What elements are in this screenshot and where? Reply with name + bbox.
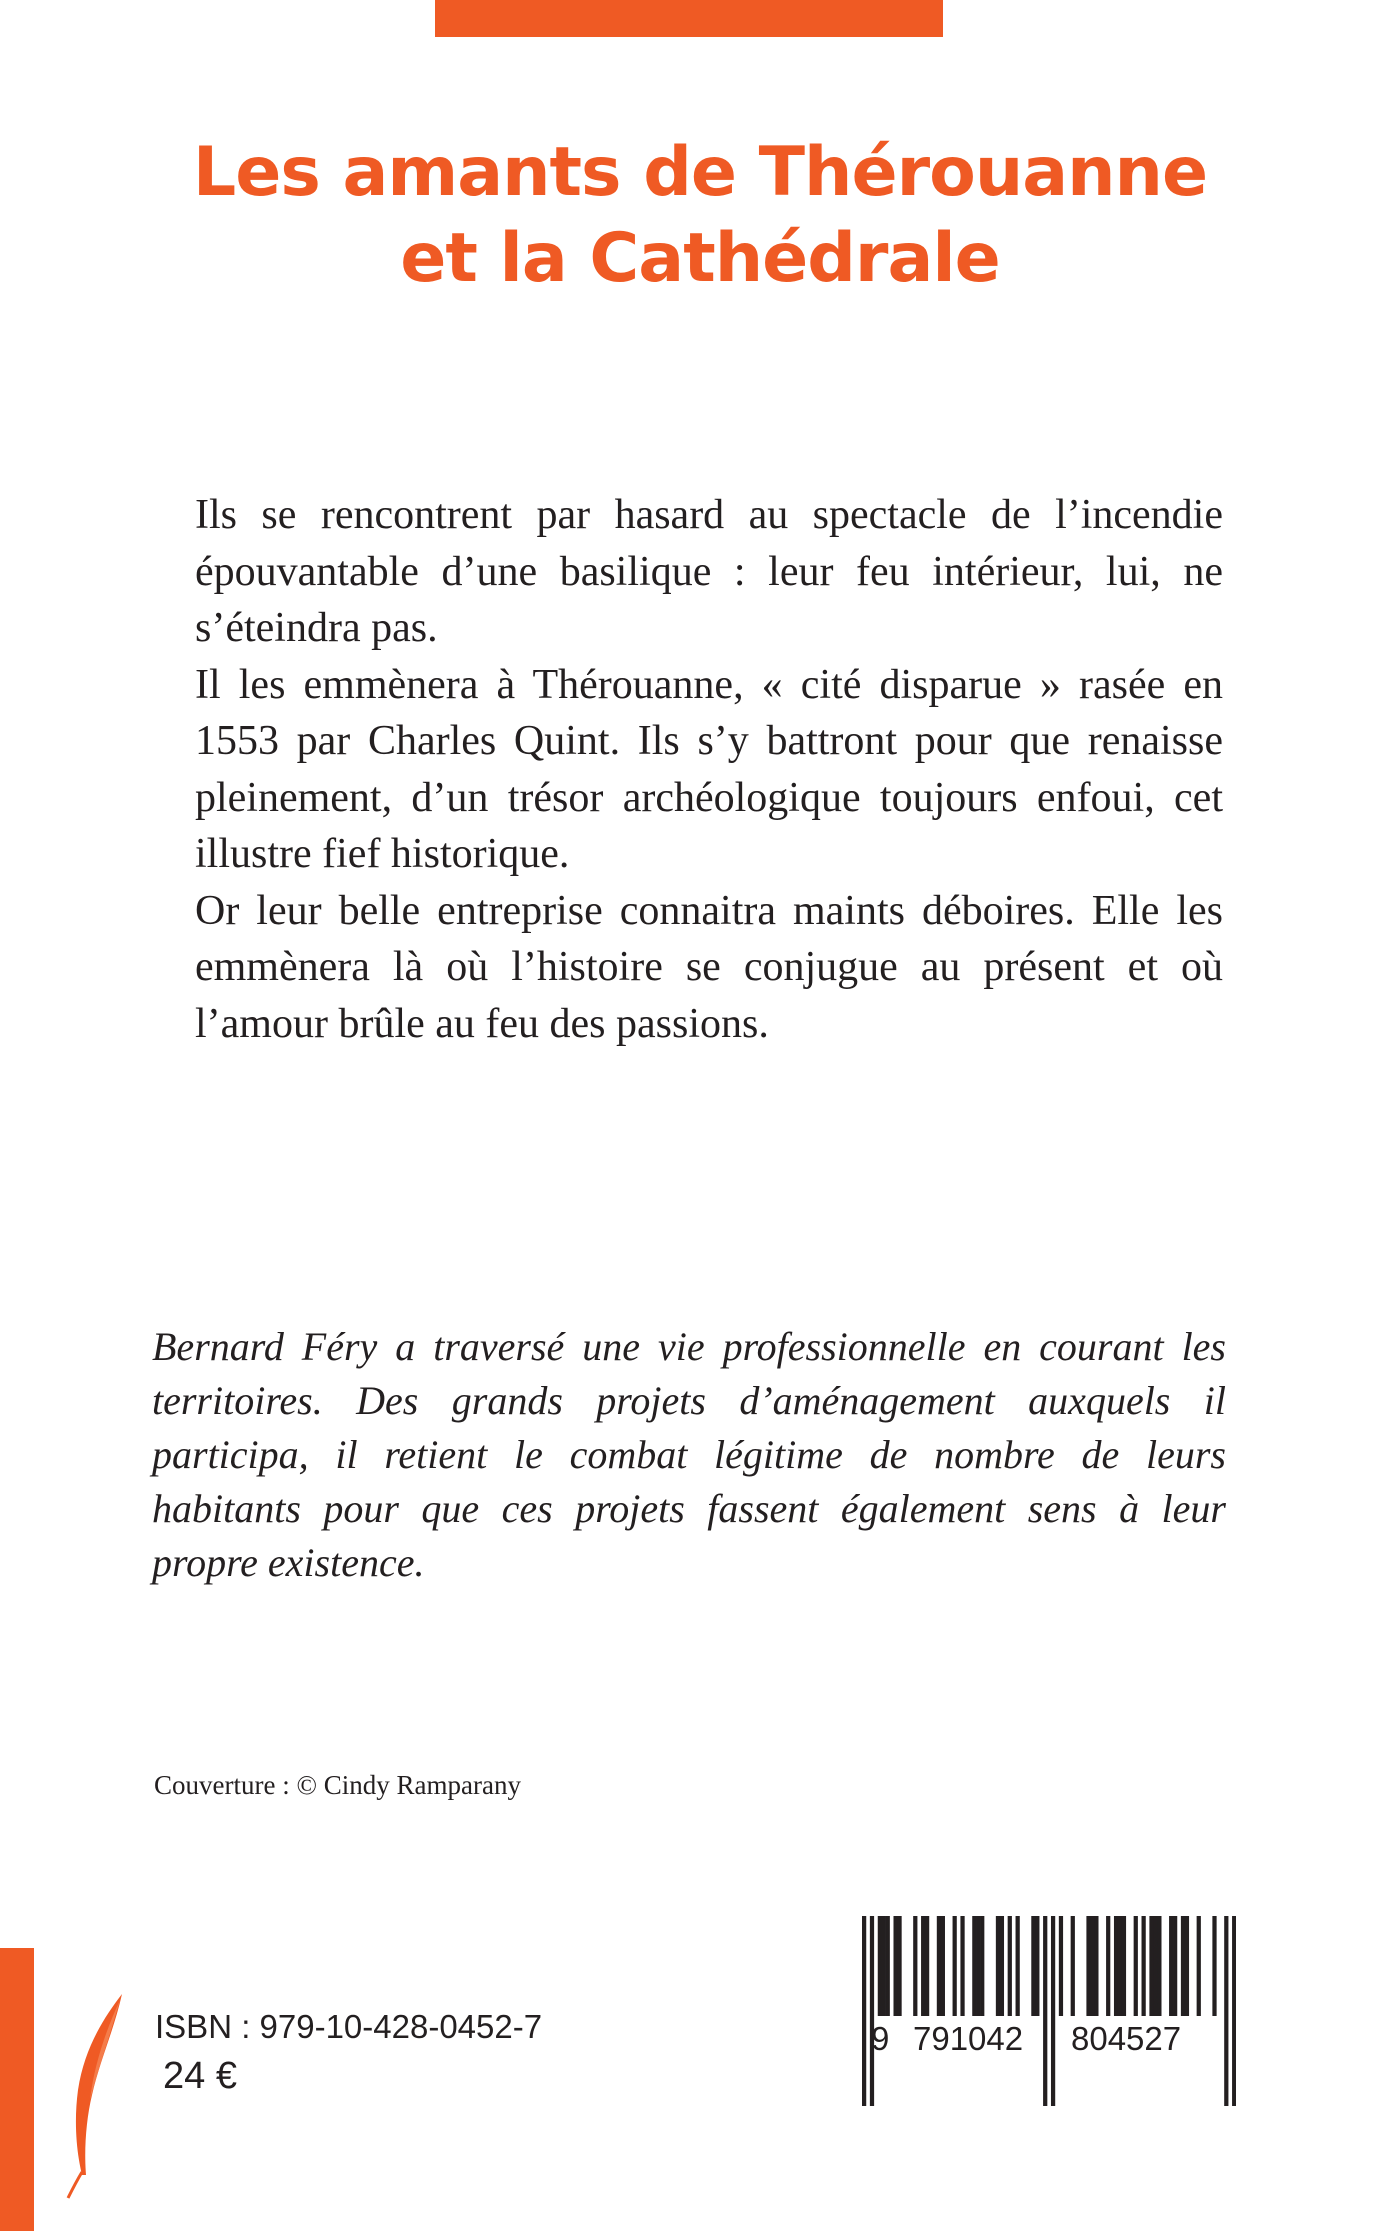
- barcode-bar: [1173, 1916, 1177, 2016]
- barcode-bar: [1000, 1916, 1004, 2016]
- barcode-bar: [1142, 1916, 1146, 2016]
- barcode-bar: [976, 1916, 980, 2016]
- barcode-digit-first: 9: [871, 2020, 890, 2057]
- barcode-bar: [1043, 1916, 1047, 2106]
- barcode-bar: [1157, 1916, 1161, 2016]
- barcode-bar: [1197, 1916, 1201, 2016]
- synopsis-paragraph-3-text: Or leur belle entreprise connaitra maints déboires. Elle les emmènera là où l’histoire se conjugue au présent et où l’amour brûle au feu des passions.: [195, 887, 1223, 1047]
- book-title: [0, 130, 1400, 302]
- barcode-bar: [886, 1916, 890, 2016]
- top-accent-bar: [435, 0, 943, 37]
- barcode-bar: [1106, 1916, 1110, 2016]
- barcode-bar: [1031, 1916, 1035, 2016]
- barcode-bar: [1134, 1916, 1138, 2016]
- barcode-bar: [1086, 1916, 1090, 2016]
- barcode-group-left: 791042: [910, 2020, 1026, 2058]
- barcode-bar: [1169, 1916, 1173, 2016]
- barcode-bar: [1016, 1916, 1020, 2016]
- barcode-bar: [925, 1916, 929, 2016]
- barcode-bar: [972, 1916, 976, 2016]
- barcode-group-right: 804527: [1068, 2020, 1184, 2058]
- barcode-bar: [893, 1916, 897, 2016]
- synopsis-paragraph-2: [195, 657, 1223, 883]
- barcode: [862, 1916, 1236, 2106]
- barcode-bar: [1181, 1916, 1185, 2016]
- barcode-bar: [953, 1916, 957, 2016]
- barcode-bar: [1071, 1916, 1075, 2016]
- barcode-bar: [1224, 1916, 1228, 2106]
- barcode-bar: [960, 1916, 964, 2016]
- barcode-bar: [921, 1916, 925, 2016]
- title-line-2: et la Cathédrale: [400, 219, 1000, 298]
- synopsis: [195, 487, 1223, 1052]
- synopsis-paragraph-1-text: Ils se rencontrent par hasard au spectacle de l’incendie épouvantable d’une basilique : leur feu intérieur, lui, ne s’éteindra pas.: [195, 492, 1223, 651]
- barcode-bar: [862, 1916, 866, 2106]
- barcode-bar: [1185, 1916, 1189, 2016]
- barcode-bar: [913, 1916, 917, 2016]
- barcode-bar: [882, 1916, 886, 2016]
- barcode-bar: [1051, 1916, 1055, 2106]
- barcode-bar: [1094, 1916, 1098, 2016]
- barcode-bar: [897, 1916, 901, 2016]
- feather-icon: [62, 1990, 132, 2200]
- barcode-bar: [1149, 1916, 1153, 2016]
- side-accent-bar: [0, 1948, 34, 2231]
- barcode-bar: [941, 1916, 945, 2016]
- title-line-1: Les amants de Thérouanne: [192, 133, 1208, 212]
- synopsis-paragraph-3: [195, 883, 1223, 1053]
- barcode-bar: [1035, 1916, 1039, 2016]
- barcode-bar: [1118, 1916, 1122, 2016]
- barcode-bar: [980, 1916, 984, 2016]
- synopsis-paragraph-2-text: Il les emmènera à Thérouanne, « cité disparue » rasée en 1553 par Charles Quint. Ils s’y battront pour que renaisse pleinement, d’un trésor archéologique toujours enfoui, cet illustre fief historique.: [195, 661, 1223, 877]
- barcode-bar: [996, 1916, 1000, 2016]
- barcode-bar: [878, 1916, 882, 2016]
- cover-credit: Couverture : © Cindy Ramparany: [154, 1770, 521, 1800]
- barcode-bar: [1059, 1916, 1063, 2016]
- isbn: ISBN : 979-10-428-0452-7: [155, 2008, 543, 2045]
- barcode-bar: [1212, 1916, 1216, 2016]
- barcode-bar: [1153, 1916, 1157, 2016]
- barcode-bar: [1232, 1916, 1236, 2106]
- barcode-bar: [870, 1916, 874, 2106]
- price: 24 €: [163, 2055, 237, 2097]
- synopsis-paragraph-1: [195, 487, 1223, 657]
- barcode-bar: [1122, 1916, 1126, 2016]
- author-bio: Bernard Féry a traversé une vie professionnelle en courant les territoires. Des grands projets d’aménagement auxquels il participa, il retient le combat légitime de nombre de leurs habitants pour que ces projets fassent également sens à leur propre existence.: [152, 1324, 1226, 1585]
- barcode-bar: [1114, 1916, 1118, 2016]
- barcode-bar: [1090, 1916, 1094, 2016]
- barcode-bar: [937, 1916, 941, 2016]
- barcode-bar: [1008, 1916, 1012, 2016]
